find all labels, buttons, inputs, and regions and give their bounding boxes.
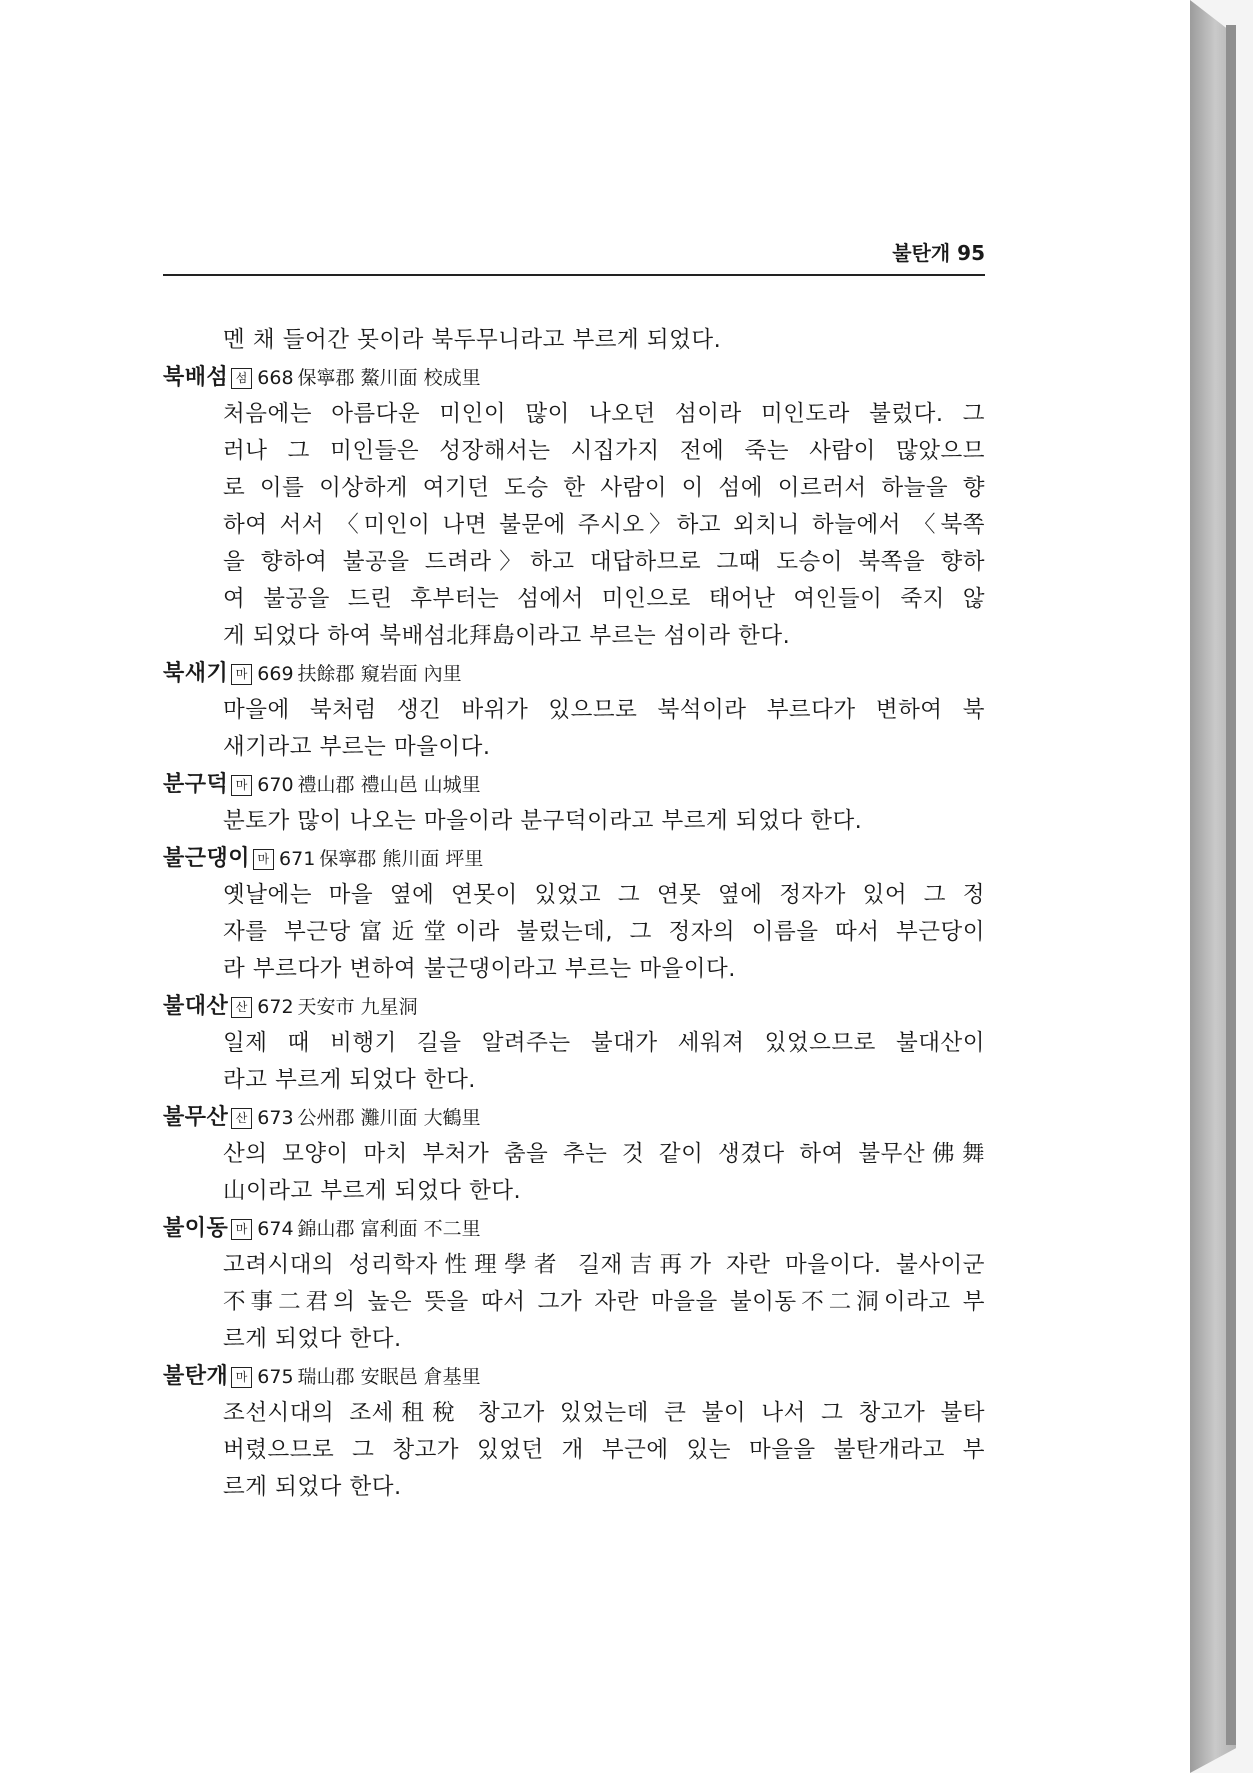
- entry-text-line: 山이라고 부르게 되었다 한다.: [223, 1178, 522, 1204]
- entry-type-badge: 마: [253, 849, 274, 870]
- entry-number: 671: [279, 848, 316, 870]
- entry-text-line: 산의 모양이 마치 부처가 춤을 추는 것 같이 생겼다 하여 불무산佛舞: [223, 1141, 985, 1167]
- entry-text-line: 하여 서서 〈미인이 나면 불문에 주시오〉하고 외치니 하늘에서 〈북쪽: [223, 512, 985, 538]
- entry-headword: 북배섬: [163, 365, 229, 390]
- entry-headword: 불대산: [163, 994, 229, 1019]
- entry-headword: 불탄개: [163, 1364, 229, 1389]
- entry-headword: 분구덕: [163, 772, 229, 797]
- entry-text-line: 고려시대의 성리학자性理學者 길재吉再가 자란 마을이다. 불사이군: [223, 1252, 985, 1278]
- entry-number: 674: [257, 1218, 294, 1240]
- page-body: [163, 322, 985, 1506]
- entry-text-line: 不事二君의 높은 뜻을 따서 그가 자란 마을을 불이동不二洞이라고 부: [223, 1289, 985, 1315]
- entry-text-line: 새기라고 부르는 마을이다.: [223, 734, 491, 760]
- entry-headword: 북새기: [163, 661, 229, 686]
- entry-heading: [163, 359, 985, 396]
- entry-address: 禮山郡 禮山邑 山城里: [297, 774, 481, 796]
- entry-heading: [163, 1210, 985, 1247]
- entry-headword: 불무산: [163, 1105, 229, 1130]
- entry-text-line: 옛날에는 마을 옆에 연못이 있었고 그 연못 옆에 정자가 있어 그 정: [223, 882, 985, 908]
- entry-type-badge: 산: [231, 1108, 252, 1129]
- entry-text-line: 여 불공을 드린 후부터는 섬에서 미인으로 태어난 여인들이 죽지 않: [223, 586, 985, 612]
- entry-address: 保寧郡 鰲川面 校成里: [297, 367, 481, 389]
- entry-heading: [163, 1358, 985, 1395]
- entry-number: 670: [257, 774, 294, 796]
- entry-text-line: 르게 되었다 한다.: [223, 1326, 402, 1352]
- entry-heading: [163, 655, 985, 692]
- entry-text-line: 러나 그 미인들은 성장해서는 시집가지 전에 죽는 사람이 많았으므: [223, 438, 985, 464]
- entry-text-line: 르게 되었다 한다.: [223, 1474, 402, 1500]
- entry-text-line: 처음에는 아름다운 미인이 많이 나오던 섬이라 미인도라 불렀다. 그: [223, 401, 985, 427]
- entry-address: 保寧郡 熊川面 坪里: [319, 848, 484, 870]
- entry-text-line: 조선시대의 조세租稅 창고가 있었는데 큰 불이 나서 그 창고가 불타: [223, 1400, 985, 1426]
- entry-headword: 불근댕이: [163, 846, 251, 871]
- entry-text-line: 마을에 북처럼 생긴 바위가 있으므로 북석이라 부르다가 변하여 북: [223, 697, 985, 723]
- carryover-line: 멘 채 들어간 못이라 북두무니라고 부르게 되었다.: [223, 327, 722, 353]
- entry-number: 668: [257, 367, 294, 389]
- entry-headword: 불이동: [163, 1216, 229, 1241]
- entry-text-line: 을 향하여 불공을 드려라〉하고 대답하므로 그때 도승이 북쪽을 향하: [223, 549, 985, 575]
- entry-text-line: 로 이를 이상하게 여기던 도승 한 사람이 이 섬에 이르러서 하늘을 향: [223, 475, 985, 501]
- entry-heading: [163, 1099, 985, 1136]
- entry-address: 公州郡 灘川面 大鶴里: [297, 1107, 481, 1129]
- entry-heading: [163, 988, 985, 1025]
- entry-heading: [163, 766, 985, 803]
- entry-number: 669: [257, 663, 294, 685]
- entry-text-line: 버렸으므로 그 창고가 있었던 개 부근에 있는 마을을 불탄개라고 부: [223, 1437, 985, 1463]
- entry-number: 673: [257, 1107, 294, 1129]
- entry-address: 瑞山郡 安眠邑 倉基里: [297, 1366, 481, 1388]
- page-header: [163, 238, 985, 276]
- entry-type-badge: 마: [231, 775, 252, 796]
- page-edge-shadow-inner: [1226, 25, 1236, 1745]
- entry-text-line: 라 부르다가 변하여 불근댕이라고 부르는 마을이다.: [223, 956, 736, 982]
- entry-number: 672: [257, 996, 294, 1018]
- entry-address: 扶餘郡 窺岩面 內里: [297, 663, 462, 685]
- running-head: 불탄개 95: [892, 241, 985, 265]
- entry-address: 錦山郡 富利面 不二里: [297, 1218, 481, 1240]
- entry-type-badge: 마: [231, 1219, 252, 1240]
- entry-text-line: 자를 부근당富近堂이라 불렀는데, 그 정자의 이름을 따서 부근당이: [223, 919, 985, 945]
- entry-type-badge: 섬: [231, 368, 252, 389]
- entry-text-line: 분토가 많이 나오는 마을이라 분구덕이라고 부르게 되었다 한다.: [223, 808, 863, 834]
- entry-text-line: 일제 때 비행기 길을 알려주는 불대가 세워져 있었으므로 불대산이: [223, 1030, 985, 1056]
- entry-number: 675: [257, 1366, 294, 1388]
- entry-heading: [163, 840, 985, 877]
- entry-text-line: 라고 부르게 되었다 한다.: [223, 1067, 476, 1093]
- entry-type-badge: 마: [231, 1367, 252, 1388]
- entry-type-badge: 마: [231, 664, 252, 685]
- entry-type-badge: 산: [231, 997, 252, 1018]
- entry-address: 天安市 九星洞: [297, 996, 418, 1018]
- entry-text-line: 게 되었다 하여 북배섬北拜島이라고 부르는 섬이라 한다.: [223, 623, 791, 649]
